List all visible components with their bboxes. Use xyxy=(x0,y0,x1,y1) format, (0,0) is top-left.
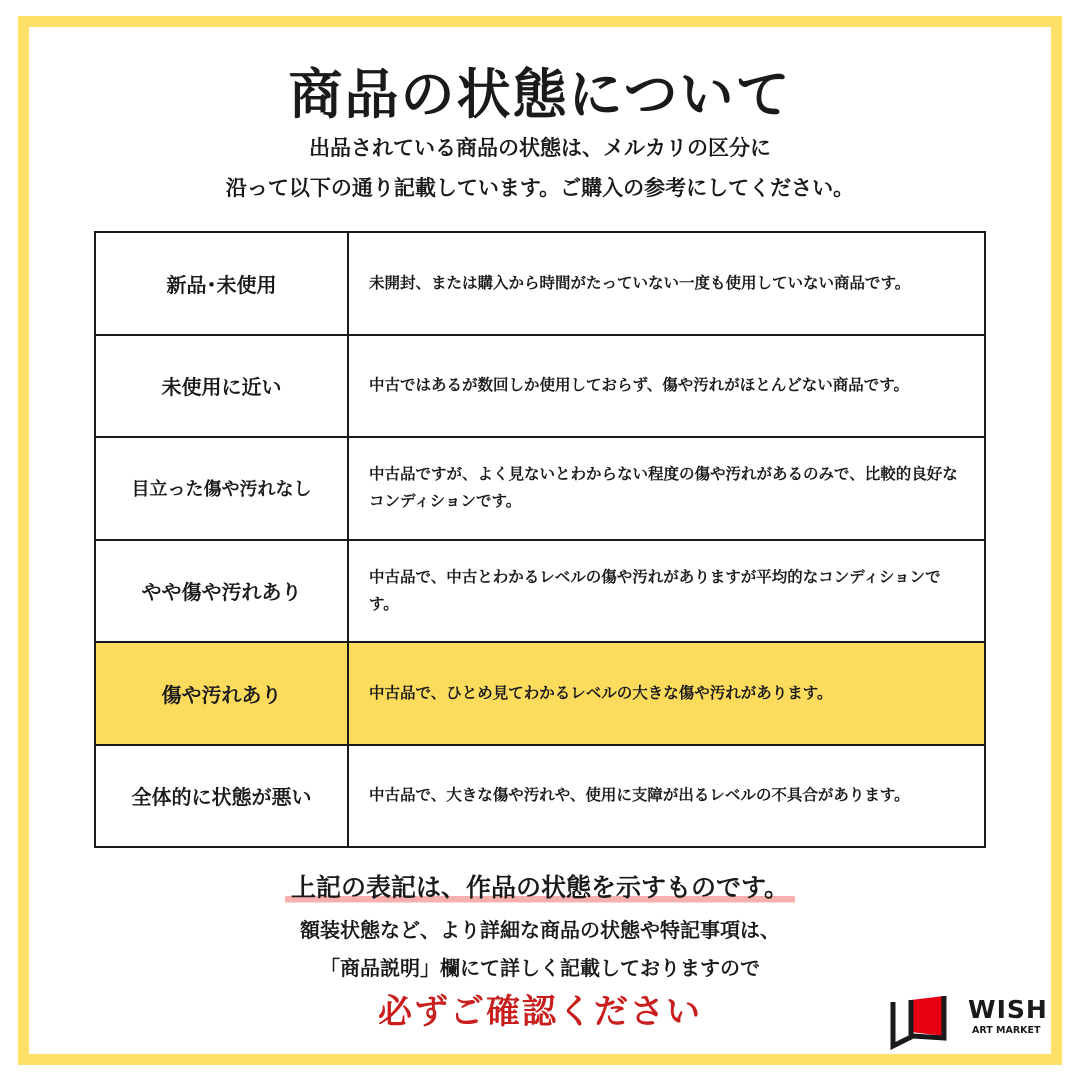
table-row-highlighted xyxy=(95,642,985,745)
condition-desc: 中古品で、ひとめ見てわかるレベルの大きな傷や汚れがあります。 xyxy=(348,642,985,745)
notes-line-1: 額装状態など、より詳細な商品の状態や特記事項は、 xyxy=(300,918,780,942)
table-row xyxy=(95,745,985,848)
logo-name: WISH xyxy=(968,995,1048,1024)
condition-label: 新品･未使用 xyxy=(95,232,348,335)
logo-sub: ART MARKET xyxy=(972,1025,1041,1036)
table-row xyxy=(95,437,985,540)
notes-line-2: 「商品説明」欄にて詳しく記載しておりますので xyxy=(320,956,760,980)
notes-headline: 上記の表記は、作品の状態を示すものです。 xyxy=(285,868,795,904)
condition-desc: 中古品で、大きな傷や汚れや、使用に支障が出るレベルの不具合があります。 xyxy=(348,745,985,848)
condition-desc: 中古品ですが、よく見ないとわからない程度の傷や汚れがあるのみで、比較的良好なコンディションです。 xyxy=(348,437,985,540)
condition-label: やや傷や汚れあり xyxy=(95,540,348,643)
condition-desc: 未開封、または購入から時間がたっていない一度も使用していない商品です。 xyxy=(348,232,985,335)
intro-line-1: 出品されている商品の状態は、メルカリの区分に xyxy=(309,136,771,160)
page-title: 商品の状態について xyxy=(288,63,792,126)
condition-desc: 中古ではあるが数回しか使用しておらず、傷や汚れがほとんどない商品です。 xyxy=(348,335,985,438)
condition-label: 傷や汚れあり xyxy=(95,642,348,745)
condition-label: 未使用に近い xyxy=(95,335,348,438)
table-row xyxy=(95,335,985,438)
notes-emphasis: 必ずご確認ください xyxy=(378,992,702,1032)
condition-desc: 中古品で、中古とわかるレベルの傷や汚れがありますが平均的なコンディションです。 xyxy=(348,540,985,643)
condition-label: 全体的に状態が悪い xyxy=(95,745,348,848)
table-row xyxy=(95,540,985,643)
condition-table xyxy=(94,231,986,848)
condition-label: 目立った傷や汚れなし xyxy=(95,437,348,540)
table-row xyxy=(95,232,985,335)
intro-line-2: 沿って以下の通り記載しています。ご購入の参考にしてください。 xyxy=(225,176,855,200)
